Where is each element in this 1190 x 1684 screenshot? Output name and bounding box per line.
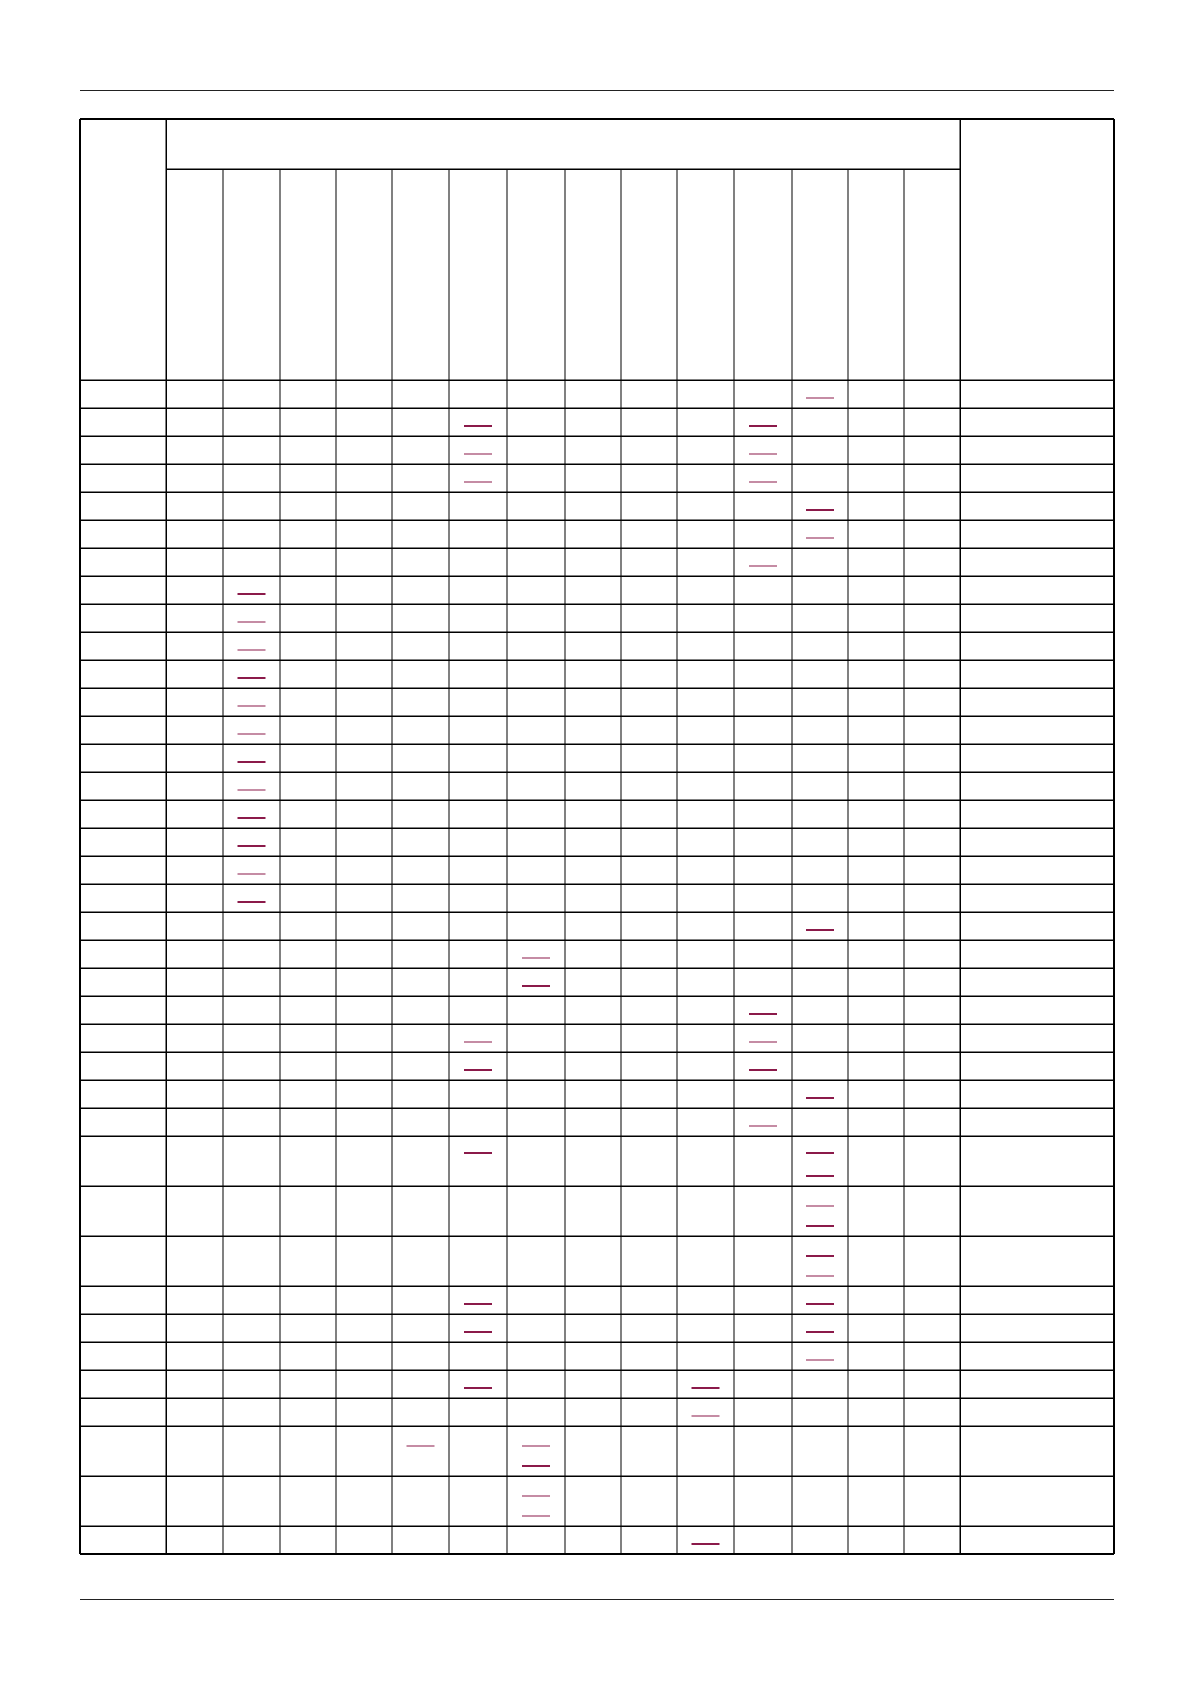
- footer-rule: [80, 1599, 1114, 1600]
